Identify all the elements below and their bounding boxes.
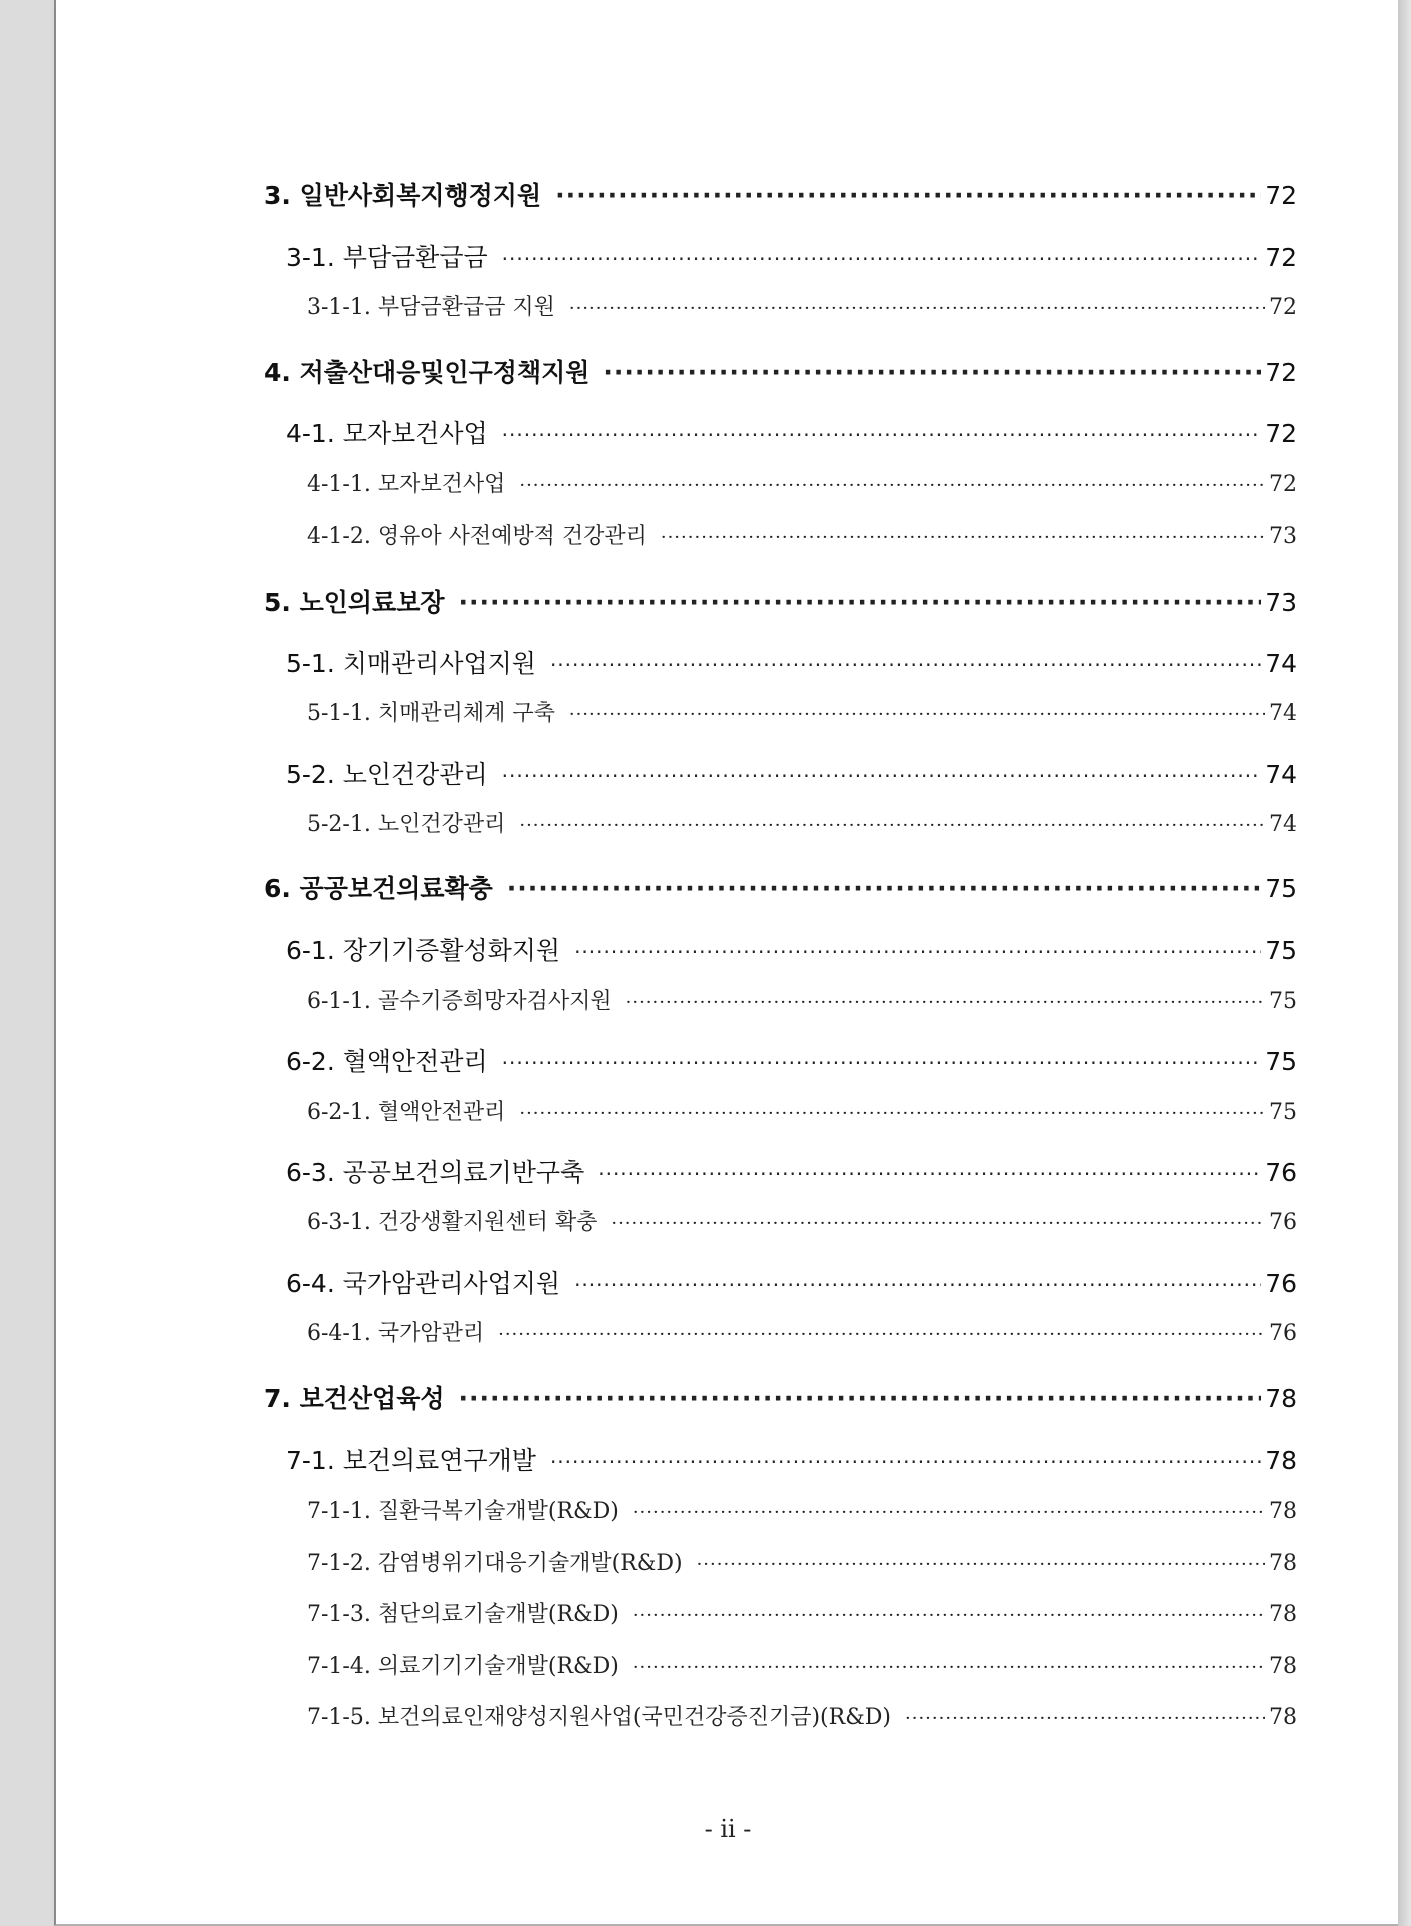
toc-page-number: 74 xyxy=(1265,760,1297,789)
toc-entry xyxy=(286,1153,1297,1189)
dot-leader xyxy=(574,940,1261,964)
toc-label: 5-1-1. 치매관리체계 구축 xyxy=(307,701,555,726)
toc-entry xyxy=(286,1042,1297,1078)
dot-leader xyxy=(697,1554,1265,1575)
dot-leader xyxy=(502,1051,1262,1075)
toc-entry xyxy=(264,1379,1297,1415)
dot-leader xyxy=(569,298,1265,319)
toc-label: 6-1. 장기기증활성화지원 xyxy=(286,936,561,965)
dot-leader xyxy=(459,1384,1262,1413)
toc-page-number: 78 xyxy=(1269,1705,1297,1730)
toc-entry xyxy=(286,414,1297,450)
toc-page-number: 78 xyxy=(1265,1384,1297,1413)
toc-entry xyxy=(286,238,1297,274)
toc-label: 4. 저출산대응및인구정책지원 xyxy=(264,358,590,387)
toc-label: 7-1-3. 첨단의료기술개발(R&D) xyxy=(307,1602,619,1627)
toc-entry xyxy=(307,696,1297,727)
toc-label: 6-3. 공공보건의료기반구축 xyxy=(286,1158,585,1187)
dot-leader xyxy=(519,815,1265,836)
toc-entry xyxy=(286,1441,1297,1477)
toc-page-number: 78 xyxy=(1265,1446,1297,1475)
toc-entry xyxy=(307,1649,1297,1680)
toc-label: 5. 노인의료보장 xyxy=(264,588,445,617)
dot-leader xyxy=(661,527,1265,548)
toc-label: 5-2-1. 노인건강관리 xyxy=(307,812,506,837)
toc-label: 7-1. 보건의료연구개발 xyxy=(286,1446,536,1475)
toc-entry xyxy=(307,1205,1297,1236)
toc-entry xyxy=(307,1316,1297,1347)
dot-leader xyxy=(633,1502,1265,1523)
toc-entry xyxy=(264,176,1297,212)
toc-label: 5-2. 노인건강관리 xyxy=(286,760,488,789)
toc-entry xyxy=(307,467,1297,498)
dot-leader xyxy=(611,1213,1265,1234)
dot-leader xyxy=(519,1103,1265,1124)
toc-label: 4-1. 모자보건사업 xyxy=(286,419,488,448)
toc-page-number: 78 xyxy=(1269,1499,1297,1524)
toc-label: 6. 공공보건의료확충 xyxy=(264,874,493,903)
toc-page-number: 78 xyxy=(1269,1602,1297,1627)
toc-label: 6-3-1. 건강생활지원센터 확충 xyxy=(307,1210,598,1235)
toc-entry xyxy=(307,807,1297,838)
toc-entry xyxy=(307,519,1297,550)
toc-entry xyxy=(307,1700,1297,1731)
dot-leader xyxy=(550,653,1261,677)
dot-leader xyxy=(905,1708,1265,1729)
toc-page-number: 73 xyxy=(1265,588,1297,617)
dot-leader xyxy=(502,423,1262,447)
page-edge-shadow xyxy=(1398,0,1411,1926)
dot-leader xyxy=(569,704,1265,725)
toc-page-number: 76 xyxy=(1265,1269,1297,1298)
toc-entry xyxy=(286,755,1297,791)
toc-entry xyxy=(307,984,1297,1015)
dot-leader xyxy=(598,1162,1261,1186)
toc-entry xyxy=(286,931,1297,967)
dot-leader xyxy=(502,247,1262,271)
toc-label: 3-1. 부담금환급금 xyxy=(286,243,488,272)
toc-label: 7-1-1. 질환극복기술개발(R&D) xyxy=(307,1499,619,1524)
dot-leader xyxy=(626,992,1265,1013)
dot-leader xyxy=(502,764,1262,788)
toc-page-number: 72 xyxy=(1265,243,1297,272)
document-page xyxy=(54,0,1400,1926)
toc-entry xyxy=(307,1546,1297,1577)
toc-page-number: 76 xyxy=(1265,1158,1297,1187)
toc-entry xyxy=(307,1597,1297,1628)
toc-page-number: 75 xyxy=(1265,936,1297,965)
dot-leader xyxy=(507,874,1261,903)
toc-page-number: 78 xyxy=(1269,1654,1297,1679)
toc-label: 6-2. 혈액안전관리 xyxy=(286,1047,488,1076)
table-of-contents xyxy=(56,0,1400,1924)
toc-label: 7-1-4. 의료기기기술개발(R&D) xyxy=(307,1654,619,1679)
dot-leader xyxy=(519,475,1265,496)
toc-label: 6-4. 국가암관리사업지원 xyxy=(286,1269,561,1298)
toc-page-number: 74 xyxy=(1269,701,1297,726)
toc-page-number: 76 xyxy=(1269,1321,1297,1346)
toc-label: 7-1-2. 감염병위기대응기술개발(R&D) xyxy=(307,1551,683,1576)
dot-leader xyxy=(633,1657,1265,1678)
toc-label: 7-1-5. 보건의료인재양성지원사업(국민건강증진기금)(R&D) xyxy=(307,1705,892,1730)
toc-entry xyxy=(286,644,1297,680)
toc-page-number: 78 xyxy=(1269,1551,1297,1576)
toc-page-number: 75 xyxy=(1265,1047,1297,1076)
dot-leader xyxy=(459,588,1262,617)
dot-leader xyxy=(550,1450,1261,1474)
toc-label: 6-1-1. 골수기증희망자검사지원 xyxy=(307,989,612,1014)
toc-page-number: 73 xyxy=(1269,524,1297,549)
toc-label: 6-2-1. 혈액안전관리 xyxy=(307,1100,506,1125)
toc-label: 7. 보건산업육성 xyxy=(264,1384,445,1413)
toc-entry xyxy=(307,1095,1297,1126)
toc-entry xyxy=(286,1264,1297,1300)
dot-leader xyxy=(574,1273,1261,1297)
toc-label: 3-1-1. 부담금환급금 지원 xyxy=(307,295,555,320)
toc-page-number: 75 xyxy=(1269,989,1297,1014)
toc-page-number: 72 xyxy=(1269,472,1297,497)
page-footer-number: - ii - xyxy=(704,1815,752,1843)
toc-page-number: 75 xyxy=(1265,874,1297,903)
dot-leader xyxy=(633,1605,1265,1626)
toc-label: 5-1. 치매관리사업지원 xyxy=(286,649,536,678)
toc-page-number: 76 xyxy=(1269,1210,1297,1235)
dot-leader xyxy=(498,1324,1265,1345)
toc-label: 4-1-1. 모자보건사업 xyxy=(307,472,506,497)
toc-entry xyxy=(264,353,1297,389)
toc-page-number: 74 xyxy=(1265,649,1297,678)
dot-leader xyxy=(555,181,1261,210)
toc-entry xyxy=(307,1494,1297,1525)
toc-page-number: 72 xyxy=(1265,358,1297,387)
toc-label: 4-1-2. 영유아 사전예방적 건강관리 xyxy=(307,524,647,549)
toc-page-number: 72 xyxy=(1265,419,1297,448)
toc-entry xyxy=(264,869,1297,905)
toc-label: 6-4-1. 국가암관리 xyxy=(307,1321,485,1346)
toc-page-number: 72 xyxy=(1269,295,1297,320)
toc-label: 3. 일반사회복지행정지원 xyxy=(264,181,542,210)
toc-entry xyxy=(307,290,1297,321)
toc-entry xyxy=(264,583,1297,619)
toc-page-number: 72 xyxy=(1265,181,1297,210)
toc-page-number: 74 xyxy=(1269,812,1297,837)
toc-page-number: 75 xyxy=(1269,1100,1297,1125)
dot-leader xyxy=(603,358,1261,387)
